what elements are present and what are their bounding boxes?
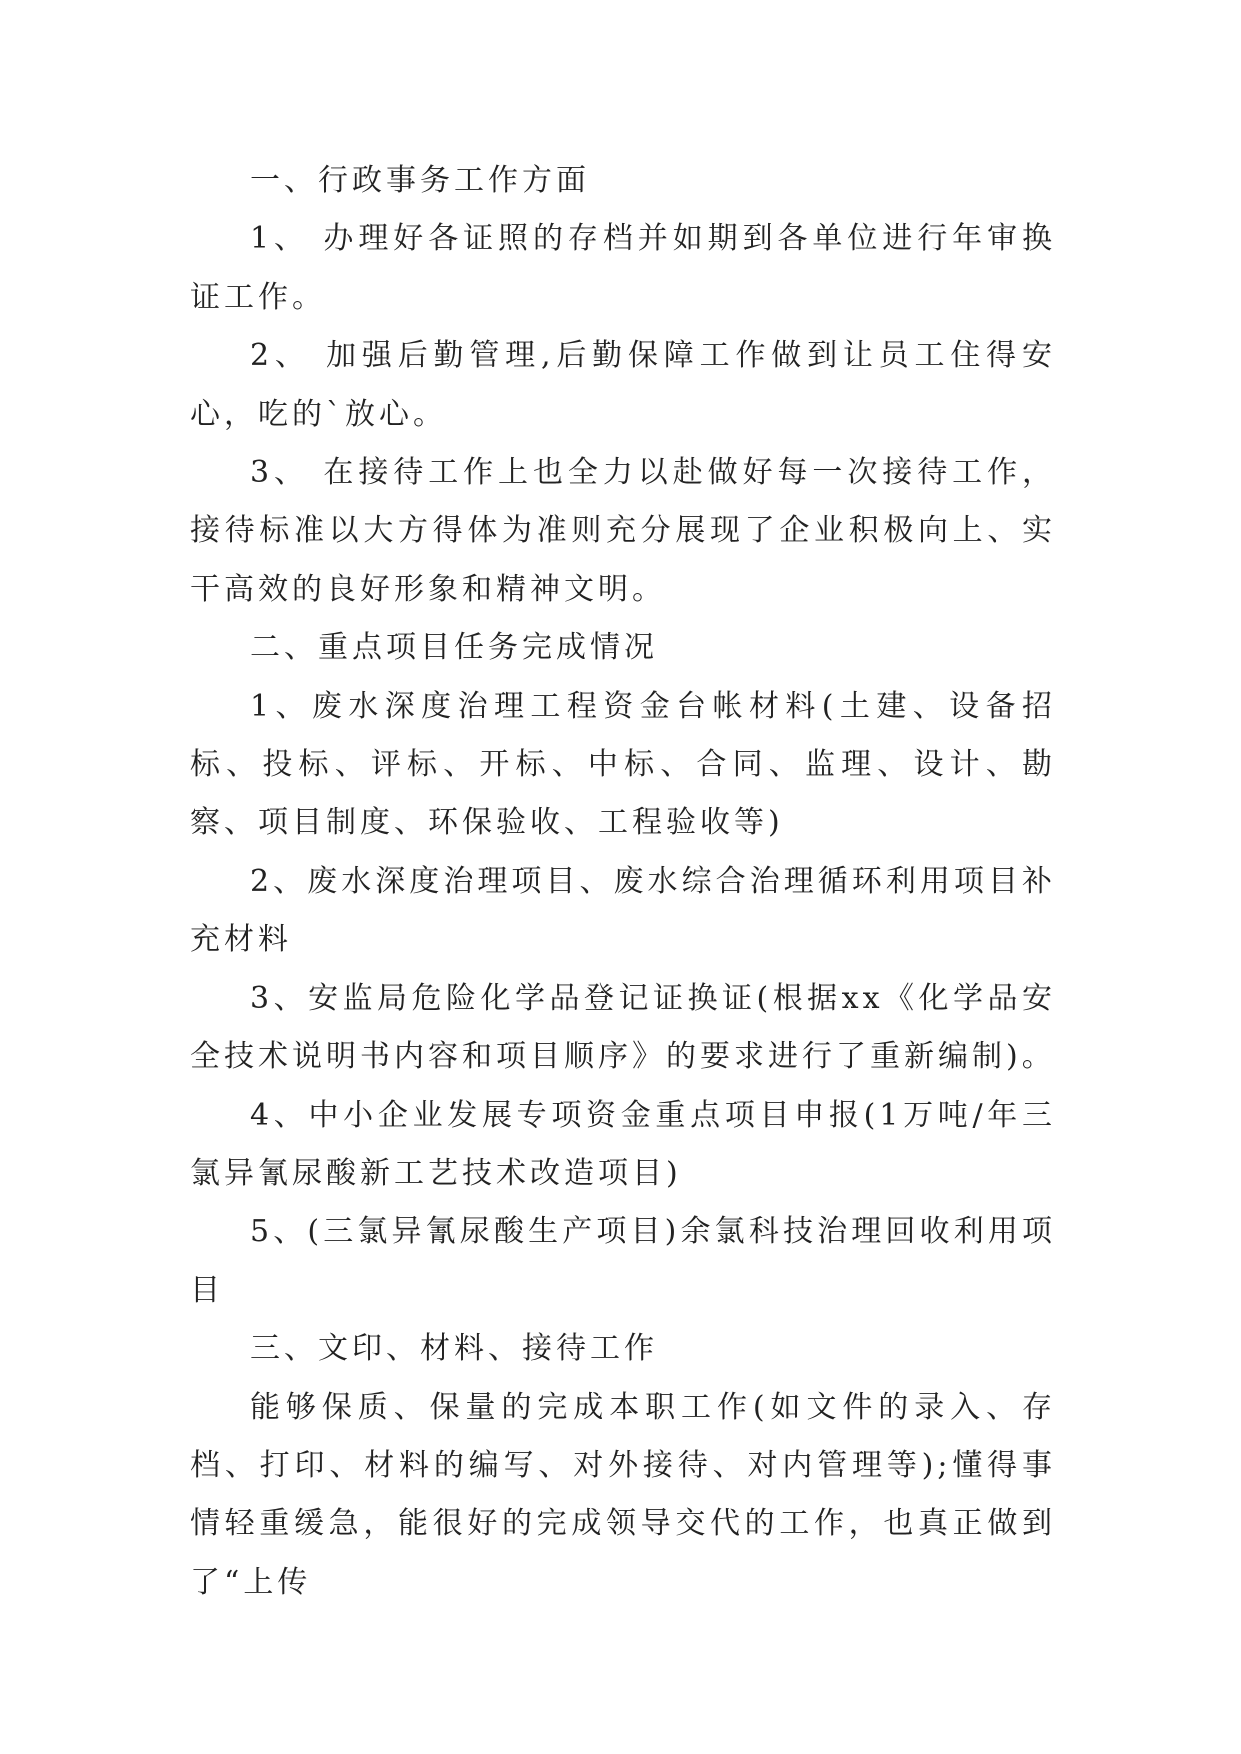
- paragraph-project-4: 4、中小企业发展专项资金重点项目申报(1万吨/年三氯异氰尿酸新工艺技术改造项目): [190, 1097, 1056, 1191]
- paragraph-item-1-licenses: 1、 办理好各证照的存档并如期到各单位进行年审换证工作。: [190, 221, 1056, 315]
- paragraph-project-1: 1、废水深度治理工程资金台帐材料(土建、设备招标、投标、评标、开标、中标、合同、监理、设计、勘察、项目制度、环保验收、工程验收等): [190, 688, 1056, 841]
- section-heading-administrative: 一、行政事务工作方面: [250, 163, 590, 198]
- paragraph-item-3-reception: 3、 在接待工作上也全力以赴做好每一次接待工作，接待标准以大方得体为准则充分展现了企业积极向上、实干高效的良好形象和精神文明。: [190, 455, 1056, 607]
- paragraph-item-2-logistics: 2、 加强后勤管理,后勤保障工作做到让员工住得安心，吃的`放心。: [190, 338, 1056, 432]
- paragraph-project-5: 5、(三氯异氰尿酸生产项目)余氯科技治理回收利用项目: [190, 1214, 1056, 1308]
- section-heading-printing: 三、文印、材料、接待工作: [250, 1331, 658, 1367]
- section-heading-key-projects: 二、重点项目任务完成情况: [250, 630, 658, 666]
- paragraph-printing-duties: 能够保质、保量的完成本职工作(如文件的录入、存档、打印、材料的编写、对外接待、对内管理等);懂得事情轻重缓急，能很好的完成领导交代的工作，也真正做到了“上传: [190, 1389, 1056, 1600]
- paragraph-project-3: 3、安监局危险化学品登记证换证(根据xx《化学品安全技术说明书内容和项目顺序》的要求进行了重新编制)。: [190, 980, 1056, 1075]
- document-body: [190, 152, 1056, 1612]
- paragraph-project-2: 2、废水深度治理项目、废水综合治理循环利用项目补充材料: [190, 863, 1056, 958]
